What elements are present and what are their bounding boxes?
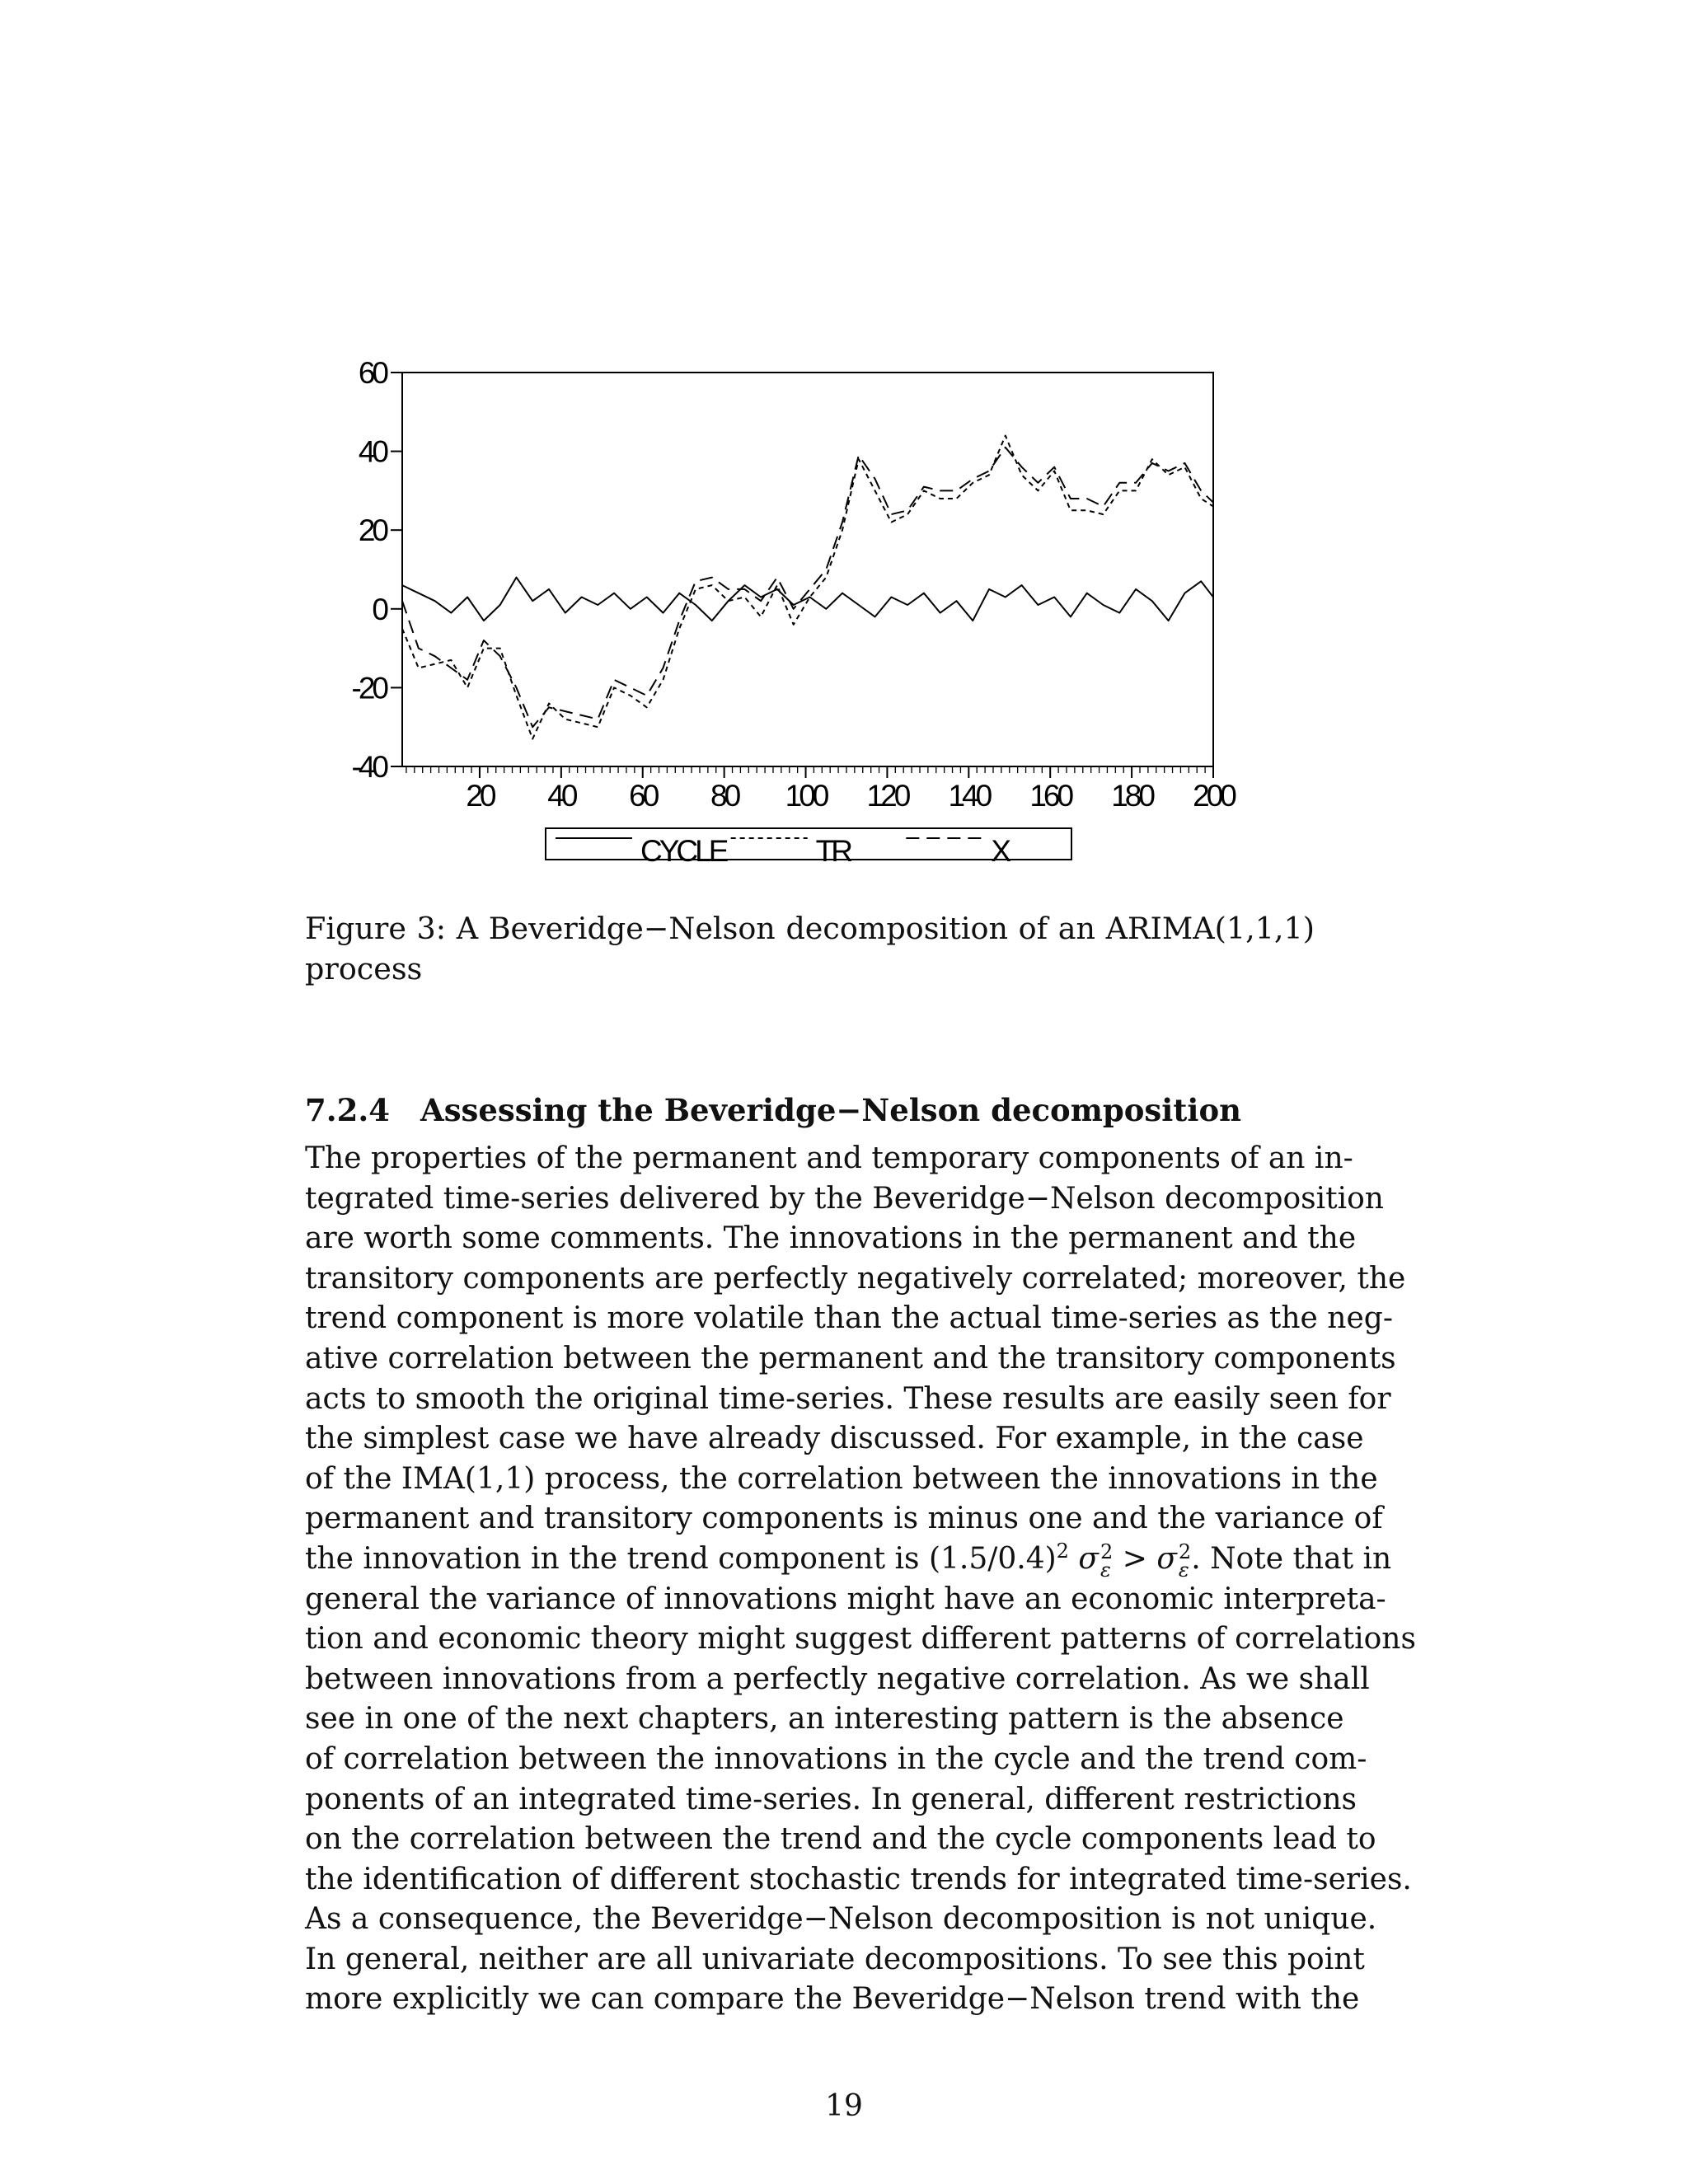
y-tick-label: -40 [351,750,386,784]
text-line: tegrated time-series delivered by the Beveridge−Nelson decomposition [305,1181,1384,1216]
formula-exponent: 2 [1056,1539,1069,1563]
text-line: trend component is more volatile than the actual time-series as the neg- [305,1301,1393,1336]
text-line: tion and economic theory might suggest different patterns of correlations [305,1622,1416,1657]
formula-gt: > [1113,1541,1157,1576]
formula-prefix: the innovation in the trend component is (1.5/0.4) [305,1541,1057,1576]
x-tick-label: 160 [1029,779,1071,813]
body-paragraph [305,1139,1416,2020]
x-tick-label: 200 [1193,779,1234,813]
section-number: 7.2.4 [305,1092,390,1128]
formula-sub: ε [1100,1558,1111,1582]
text-line: on the correlation between the trend and the cycle components lead to [305,1822,1376,1857]
text-line: As a consequence, the Beveridge−Nelson decomposition is not unique. [305,1902,1377,1937]
formula-sub: ε [1178,1558,1189,1582]
text-line: of the IMA(1,1) process, the correlation between the innovations in the [305,1461,1378,1496]
formula-line [305,1539,1392,1582]
formula-sigma-indices [1178,1540,1192,1582]
formula-sigma: σ [1078,1541,1099,1576]
figure-caption: Figure 3: A Beveridge−Nelson decomposition of an ARIMA(1,1,1) [305,911,1315,946]
legend-label-x: X [991,834,1009,868]
formula-sup: 2 [1100,1540,1114,1563]
text-line: general the variance of innovations might have an economic interpreta- [305,1582,1386,1616]
text-line: see in one of the next chapters, an interesting pattern is the absence [305,1702,1344,1736]
text-line: ponents of an integrated time-series. In general, different restrictions [305,1782,1357,1816]
y-tick-label: 60 [358,356,386,390]
text-line: In general, neither are all univariate decompositions. To see this point [305,1942,1365,1976]
text-line: ative correlation between the permanent and the transitory components [305,1341,1396,1376]
x-tick-label: 180 [1111,779,1152,813]
text-line: more explicitly we can compare the Beveridge−Nelson trend with the [305,1982,1360,2017]
text-line: acts to smooth the original time-series. These results are easily seen for [305,1381,1391,1416]
formula-sigma: σ [1156,1541,1177,1576]
text-line: of correlation between the innovations in the cycle and the trend com- [305,1741,1367,1776]
y-tick-label: 40 [358,434,386,469]
text-line: the identification of different stochastic trends for integrated time-series. [305,1862,1412,1896]
line-chart [313,354,1253,882]
text-line: transitory components are perfectly negatively correlated; moreover, the [305,1261,1406,1296]
legend-label-tr: TR [815,834,850,868]
x-tick-label: 80 [710,779,738,813]
text-line: permanent and transitory components is minus one and the variance of [305,1502,1383,1536]
text-line: between innovations from a perfectly negative correlation. As we shall [305,1661,1370,1696]
x-tick-label: 100 [785,779,827,813]
text-line: are worth some comments. The innovations in the permanent and the [305,1221,1357,1256]
x-tick-label: 140 [948,779,990,813]
formula-sup: 2 [1178,1540,1192,1563]
y-tick-label: 20 [358,513,386,548]
page-number: 19 [825,2089,863,2123]
figure-3 [313,354,1253,882]
section-heading [305,1090,1319,1131]
x-tick-label: 40 [547,779,575,813]
formula-sigma-indices [1100,1540,1114,1582]
x-tick-label: 120 [866,779,908,813]
section-title: Assessing the Beveridge−Nelson decomposition [420,1092,1242,1128]
legend-label-cycle: CYCLE [640,834,726,868]
x-tick-label: 60 [629,779,657,813]
y-tick-label: 0 [372,592,386,626]
text-line: the simplest case we have already discussed. For example, in the case [305,1422,1364,1456]
figure-caption-continued: process [305,951,423,987]
y-tick-label: -20 [351,671,386,705]
text-line: The properties of the permanent and temporary components of an in- [305,1141,1353,1175]
x-tick-label: 20 [466,779,494,813]
formula-suffix: . Note that in [1191,1541,1392,1576]
